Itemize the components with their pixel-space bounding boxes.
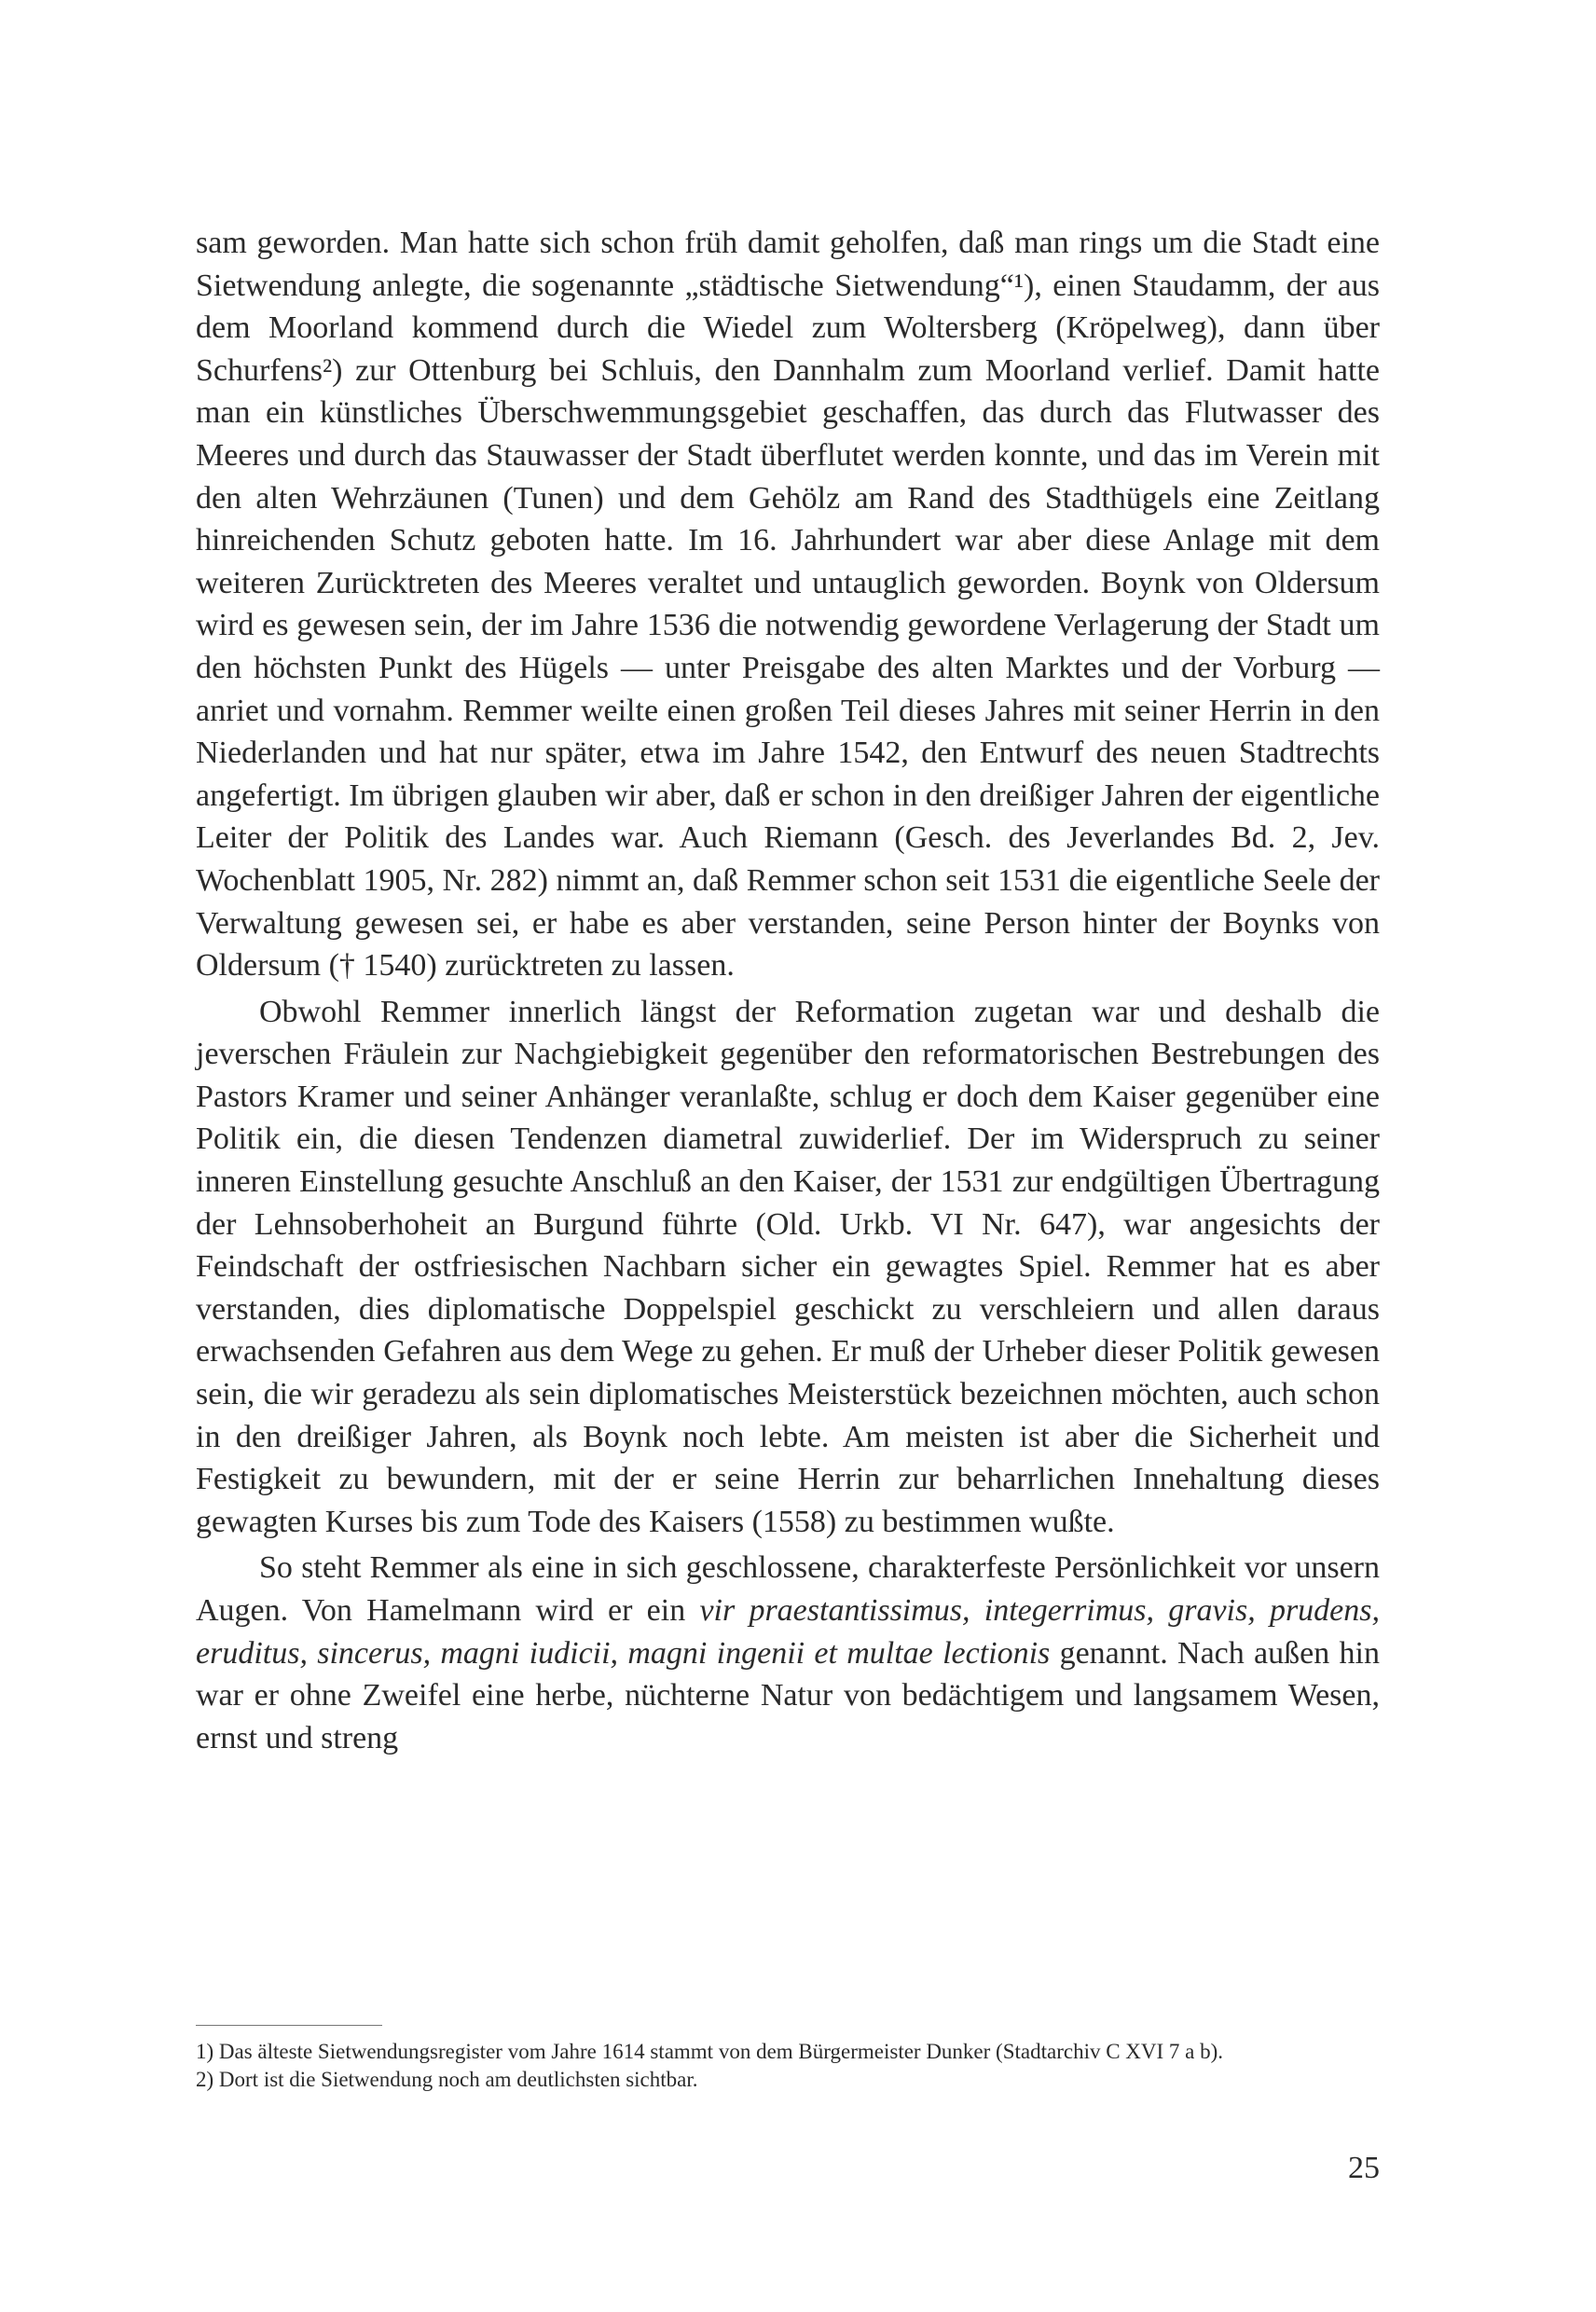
footnote-1: 1) Das älteste Sietwendungsregister vom Jahre 1614 stammt von dem Bürgermeister Dunker (Stadtarchiv C XVI 7 a b). <box>196 2040 1224 2063</box>
paragraph-3-text-end: genannt. Nach außen hin war er ohne Zweifel eine herbe, nüchterne Natur von bedächtigem und langsamem Wesen, ernst und streng <box>196 1635 1380 1755</box>
latin-quotation: vir praestantissimus, integerrimus, gravis, prudens, eruditus, sincerus, magni iudicii, magni ingenii et multae lectionis <box>196 1593 1380 1671</box>
page-number: 25 <box>1348 2151 1380 2185</box>
paragraph-1: sam geworden. Man hatte sich schon früh damit geholfen, daß man rings um die Stadt eine Sietwendung anlegte, die sogenannte „städtische Sietwendung“¹), einen Staudamm, der aus dem Moorland kommend durch die Wiedel zum Woltersberg (Kröpelweg), dann über Schurfens²) zur Ottenburg bei Schluis, den Dannhalm zum Moorland verlief. Damit hatte man ein künstliches Überschwemmungsgebiet geschaffen, das durch das Flutwasser des Meeres und durch das Stauwasser der Stadt überflutet werden konnte, und das im Verein mit den alten Wehrzäunen (Tunen) und dem Gehölz am Rand des Stadthügels eine Zeitlang hinreichenden Schutz geboten hatte. Im 16. Jahrhundert war aber diese Anlage mit dem weiteren Zurücktreten des Meeres veraltet und untauglich geworden. Boynk von Oldersum wird es gewesen sein, der im Jahre 1536 die notwendig gewordene Verlagerung der Stadt um den höchsten Punkt des Hügels — unter Preisgabe des alten Marktes und der Vorburg — anriet und vornahm. Remmer weilte einen großen Teil dieses Jahres mit seiner Herrin in den Niederlanden und hat nur später, etwa im Jahre 1542, den Entwurf des neuen Stadtrechts angefertigt. Im übrigen glauben wir aber, daß er schon in den dreißiger Jahren der eigentliche Leiter der Politik des Landes war. Auch Riemann (Gesch. des Jeverlandes Bd. 2, Jev. Wochenblatt 1905, Nr. 282) nimmt an, daß Remmer schon seit 1531 die eigentliche Seele der Verwaltung gewesen sei, er habe es aber verstanden, seine Person hinter der Boynks von Oldersum († 1540) zurücktreten zu lassen. <box>196 226 1380 984</box>
footnotes <box>196 2038 1380 2094</box>
paragraph-3-text-start: So steht Remmer als eine in sich geschlossene, charakterfeste Persönlichkeit vor unsern Augen. Von Hamelmann wird er ein <box>196 1550 1380 1628</box>
paragraph-2: Obwohl Remmer innerlich längst der Reformation zugetan war und deshalb die jeverschen Fräulein zur Nachgiebigkeit gegenüber den reformatorischen Bestrebungen des Pastors Kramer und seiner Anhänger veranlaßte, schlug er doch dem Kaiser gegenüber eine Politik ein, die diesen Tendenzen diametral zuwiderlief. Der im Widerspruch zu seiner inneren Einstellung gesuchte Anschluß an den Kaiser, der 1531 zur endgültigen Übertragung der Lehnsoberhoheit an Burgund führte (Old. Urkb. VI Nr. 647), war angesichts der Feindschaft der ostfriesischen Nachbarn sicher ein gewagtes Spiel. Remmer hat es aber verstanden, dies diplomatische Doppelspiel geschickt zu verschleiern und allen daraus erwachsenden Gefahren aus dem Wege zu gehen. Er muß der Urheber dieser Politik gewesen sein, die wir geradezu als sein diplomatisches Meisterstück bezeichnen möchten, auch schon in den dreißiger Jahren, als Boynk noch lebte. Am meisten ist aber die Sicherheit und Festigkeit zu bewundern, mit der er seine Herrin zur beharrlichen Innehaltung dieses gewagten Kurses bis zum Tode des Kaisers (1558) zu bestimmen wußte. <box>196 994 1380 1539</box>
paragraph-3 <box>196 1547 1380 1759</box>
footnote-2: 2) Dort ist die Sietwendung noch am deutlichsten sichtbar. <box>196 2068 698 2091</box>
footnote-rule <box>196 2025 382 2026</box>
body-text <box>196 222 1380 1759</box>
